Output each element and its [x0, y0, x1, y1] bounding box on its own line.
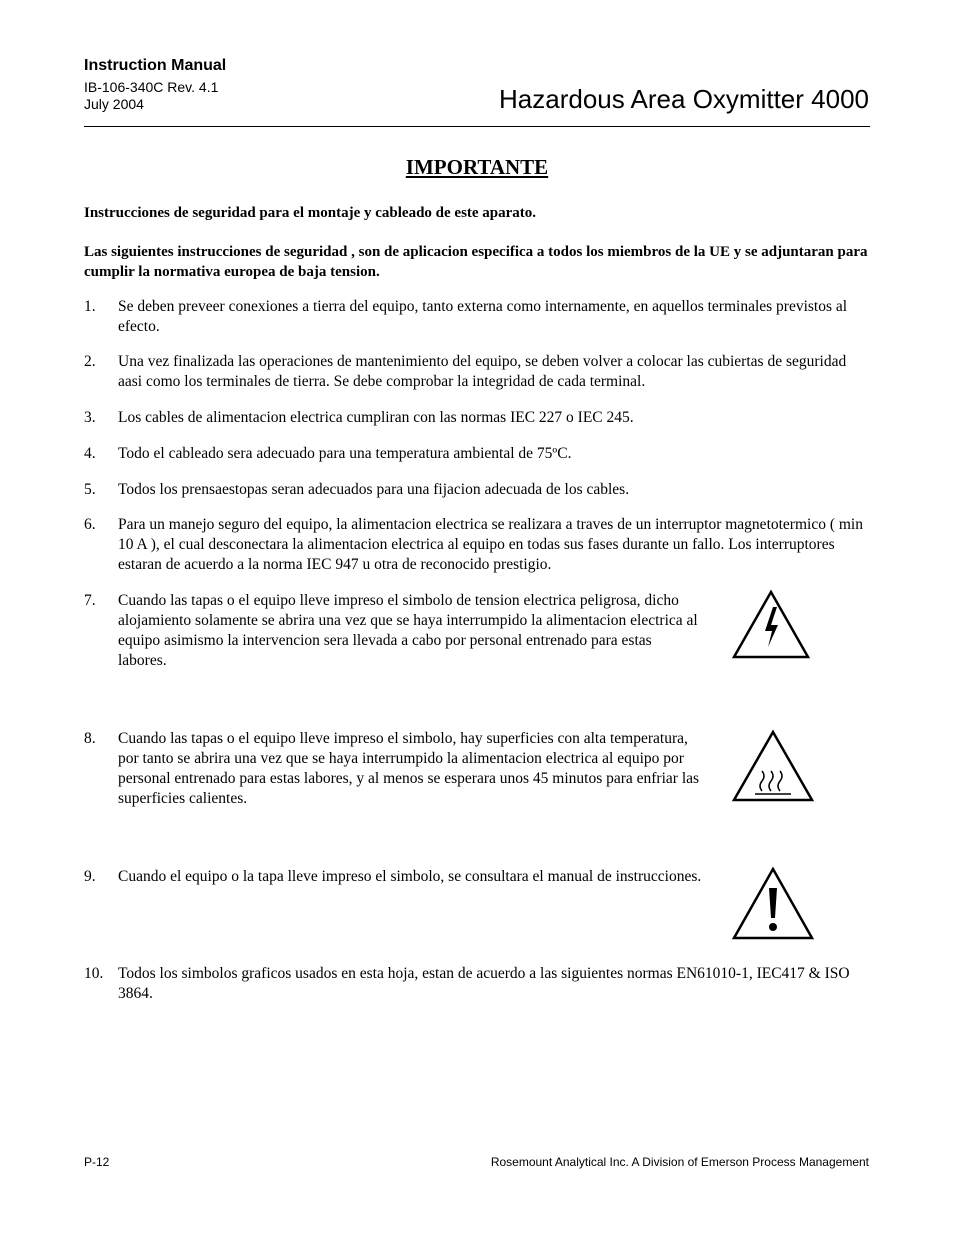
list-number: 9.	[84, 868, 96, 885]
doc-number: IB-106-340C Rev. 4.1	[84, 79, 219, 95]
list-number: 6.	[84, 516, 96, 533]
list-item-9	[84, 867, 704, 887]
list-text: Cuando las tapas o el equipo lleve impreso el simbolo, hay superficies con alta temperatura, por tanto se abrira una vez que se haya interrumpido la alimentacion electrica al equipo por personal entrenado para estas labores, y al menos se esperara unos 45 minutos para enfriar las superficies calientes.	[118, 730, 700, 807]
caution-exclamation-icon	[731, 866, 815, 941]
list-item-8	[84, 729, 704, 809]
header-rule	[84, 126, 870, 127]
electric-shock-warning-icon	[731, 589, 811, 661]
list-number: 10.	[84, 965, 104, 982]
page-number: P-12	[84, 1155, 110, 1169]
list-text: Los cables de alimentacion electrica cumpliran con las normas IEC 227 o IEC 245.	[118, 409, 634, 426]
list-item-4	[84, 444, 870, 464]
list-text: Todos los prensaestopas seran adecuados para una fijacion adecuada de los cables.	[118, 481, 630, 498]
footer-company: Rosemount Analytical Inc. A Division of Emerson Process Management	[490, 1155, 869, 1169]
product-title: Hazardous Area Oxymitter 4000	[499, 84, 869, 114]
list-text: Para un manejo seguro del equipo, la alimentacion electrica se realizara a traves de un interruptor magnetotermico ( min 10 A ), el cual desconectara la alimentacion electrica al equipo en todas sus fases durante un fallo. Los interruptores estaran de acuerdo a la norma IEC 947 u otra de reconocido prestigio.	[118, 516, 863, 573]
list-number: 4.	[84, 445, 96, 462]
list-text: Una vez finalizada las operaciones de mantenimiento del equipo, se deben volver a colocar las cubiertas de seguridad aasi como los terminales de tierra. Se debe comprobar la integridad de cada terminal.	[118, 353, 847, 390]
doc-date: July 2004	[84, 96, 144, 112]
list-number: 1.	[84, 298, 96, 315]
manual-label: Instruction Manual	[84, 57, 227, 74]
list-number: 3.	[84, 409, 96, 426]
list-item-2	[84, 352, 870, 392]
list-item-10	[84, 964, 870, 1004]
list-item-6	[84, 515, 870, 575]
intro-paragraph-2: Las siguientes instrucciones de seguridad , son de aplicacion especifica a todos los miembros de la UE y se adjuntaran para cumplir la normativa europea de baja tension.	[84, 244, 868, 280]
list-text: Todo el cableado sera adecuado para una temperatura ambiental de 75ºC.	[118, 445, 572, 462]
page-heading: IMPORTANTE	[405, 155, 549, 179]
intro-paragraph-1: Instrucciones de seguridad para el montaje y cableado de este aparato.	[84, 205, 537, 221]
list-text: Todos los simbolos graficos usados en esta hoja, estan de acuerdo a las siguientes normas EN61010-1, IEC417 & ISO 3864.	[118, 965, 850, 1002]
list-number: 8.	[84, 730, 96, 747]
list-text: Se deben preveer conexiones a tierra del equipo, tanto externa como internamente, en aquellos terminales previstos al efecto.	[118, 298, 848, 335]
list-text: Cuando las tapas o el equipo lleve impreso el simbolo de tension electrica peligrosa, dicho alojamiento solamente se abrira una vez que se haya interrumpido la alimentacion electrica al equipo asimismo la intervencion sera llevada a cabo por personal entrenado para estas labores.	[118, 592, 698, 669]
list-number: 5.	[84, 481, 96, 498]
list-item-5	[84, 480, 870, 500]
list-item-3	[84, 408, 870, 428]
list-item-7	[84, 591, 704, 671]
list-text: Cuando el equipo o la tapa lleve impreso el simbolo, se consultara el manual de instrucciones.	[118, 868, 702, 885]
hot-surface-warning-icon	[731, 729, 815, 803]
list-number: 2.	[84, 353, 96, 370]
list-number: 7.	[84, 592, 96, 609]
list-item-1	[84, 297, 870, 337]
